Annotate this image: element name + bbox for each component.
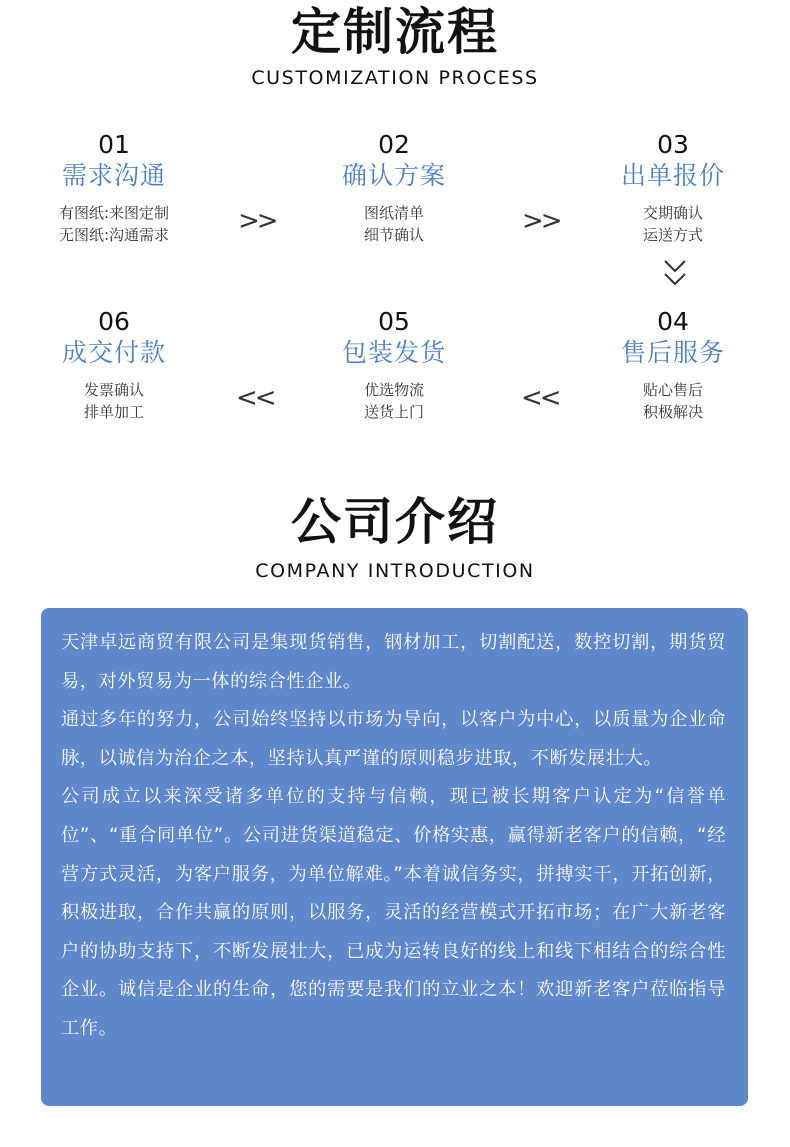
step-number: 02 — [378, 130, 410, 159]
step-desc: 运送方式 — [642, 226, 703, 244]
step-05 — [299, 307, 489, 423]
intro-paragraph: 天津卓远商贸有限公司是集现货销售，钢材加工，切割配送，数控切割，期货贸易，对外贸易为一体的综合性企业。 — [61, 632, 726, 692]
step-number: 01 — [98, 130, 130, 159]
step-desc: 交期确认 — [642, 204, 703, 222]
arrow-right-icon: >> — [238, 206, 276, 236]
intro-paragraph: 公司成立以来深受诸多单位的支持与信赖，现已被长期客户认定为“信誉单位”、“重合同单位”。公司进货渠道稳定、价格实惠，赢得新老客户的信赖，“经营方式灵活，为客户服务，为单位解难。”本着诚信务实，拼搏实干，开拓创新，积极进取，合作共赢的原则，以服务，灵活的经营模式开拓市场；在广大新老客户的协助支持下，不断发展壮大，已成为运转良好的线上和线下相结合的综合性企业。诚信是企业的生命，您的需要是我们的立业之本！欢迎新老客户莅临指导工作。 — [61, 786, 726, 1039]
step-name: 成交付款 — [61, 338, 166, 367]
step-name: 出单报价 — [620, 161, 725, 190]
step-06 — [19, 307, 209, 423]
step-name: 包装发货 — [341, 338, 446, 367]
step-desc: 发票确认 — [83, 381, 144, 399]
step-01 — [19, 130, 209, 246]
arrow-right-icon: >> — [522, 206, 560, 236]
step-desc: 有图纸:来图定制 — [58, 204, 170, 222]
step-desc: 无图纸:沟通需求 — [58, 226, 170, 244]
step-04 — [578, 307, 768, 423]
step-desc: 积极解决 — [642, 403, 703, 421]
chevron-double-down-icon — [660, 258, 690, 290]
step-name: 需求沟通 — [61, 161, 166, 190]
step-number: 05 — [378, 307, 410, 336]
step-name: 确认方案 — [341, 161, 446, 190]
step-desc: 细节确认 — [363, 226, 424, 244]
process-title: 定制流程 — [291, 3, 499, 61]
step-number: 03 — [657, 130, 689, 159]
step-03 — [578, 130, 768, 246]
arrow-left-icon: << — [521, 383, 559, 413]
step-02 — [299, 130, 489, 246]
arrow-left-icon: << — [236, 383, 274, 413]
step-desc: 优选物流 — [363, 381, 424, 399]
step-desc: 送货上门 — [363, 403, 424, 421]
step-number: 06 — [98, 307, 130, 336]
intro-paragraph: 通过多年的努力，公司始终坚持以市场为导向，以客户为中心，以质量为企业命脉，以诚信为治企之本，坚持认真严谨的原则稳步进取，不断发展壮大。 — [61, 709, 726, 769]
step-name: 售后服务 — [620, 338, 725, 367]
step-desc: 贴心售后 — [642, 381, 703, 399]
company-intro-box — [41, 608, 748, 1106]
process-subtitle: CUSTOMIZATION PROCESS — [251, 67, 539, 89]
step-desc: 图纸清单 — [363, 204, 424, 222]
step-number: 04 — [657, 307, 689, 336]
company-title: 公司介绍 — [291, 493, 499, 551]
step-desc: 排单加工 — [83, 403, 144, 421]
company-subtitle: COMPANY INTRODUCTION — [255, 560, 535, 582]
